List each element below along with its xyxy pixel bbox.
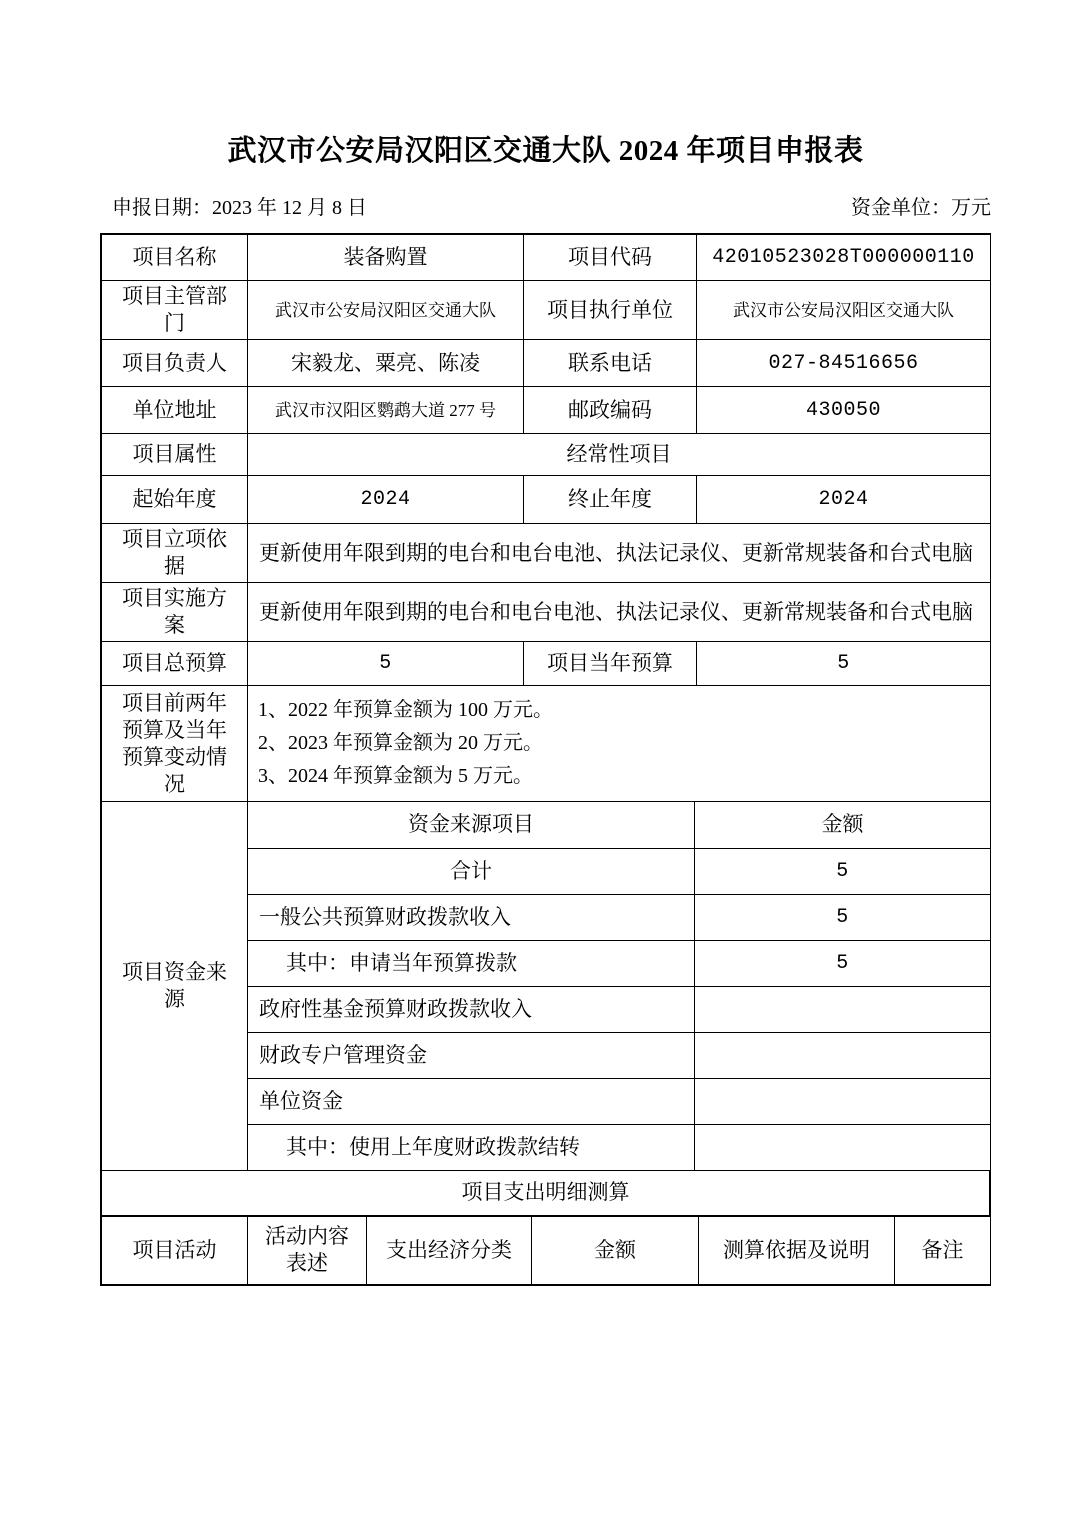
- phone-value: 027-84516656: [697, 340, 991, 387]
- funding-item: 单位资金: [248, 1078, 695, 1124]
- funding-item: 财政专户管理资金: [248, 1032, 695, 1078]
- funding-item: 其中：使用上年度财政拨款结转: [248, 1124, 695, 1170]
- application-form-table: [100, 233, 991, 1286]
- page-title: 武汉市公安局汉阳区交通大队 2024 年项目申报表: [227, 135, 864, 167]
- table-row: [102, 1217, 991, 1285]
- postcode-label: 邮政编码: [524, 387, 697, 434]
- funding-amount: 5: [695, 848, 991, 894]
- report-date: 申报日期：2023 年 12 月 8 日: [112, 197, 367, 219]
- header-amount: 金额: [532, 1217, 699, 1285]
- dept-value: 武汉市公安局汉阳区交通大队: [248, 281, 524, 340]
- total-budget-label: 项目总预算: [102, 642, 248, 686]
- history-line: 2、2023 年预算金额为 20 万元。: [258, 732, 543, 754]
- basis-label: 项目立项依据: [102, 524, 248, 583]
- meta-row: [100, 195, 991, 221]
- current-budget-label: 项目当年预算: [524, 642, 697, 686]
- history-line: 3、2024 年预算金额为 5 万元。: [258, 765, 533, 787]
- project-code-value: 42010523028T000000110: [697, 235, 991, 281]
- end-year-label: 终止年度: [524, 476, 697, 524]
- attribute-value: 经常性项目: [248, 434, 991, 476]
- start-year-label: 起始年度: [102, 476, 248, 524]
- funding-amount: [695, 986, 991, 1032]
- basic-info-section: [101, 234, 991, 802]
- executor-label: 项目执行单位: [524, 281, 697, 340]
- history-line: 1、2022 年预算金额为 100 万元。: [258, 699, 553, 721]
- funding-item: 其中：申请当年预算拨款: [248, 940, 695, 986]
- table-row: [102, 387, 991, 434]
- attribute-label: 项目属性: [102, 434, 248, 476]
- leader-value: 宋毅龙、粟亮、陈凌: [248, 340, 524, 387]
- postcode-value: 430050: [697, 387, 991, 434]
- table-row: [102, 235, 991, 281]
- table-row: [102, 476, 991, 524]
- funding-amount: 5: [695, 940, 991, 986]
- header-category: 支出经济分类: [367, 1217, 532, 1285]
- funding-item: 一般公共预算财政拨款收入: [248, 894, 695, 940]
- funding-amount: [695, 1078, 991, 1124]
- executor-value: 武汉市公安局汉阳区交通大队: [697, 281, 991, 340]
- fund-unit: 资金单位：万元: [851, 197, 991, 219]
- funding-amount: [695, 1032, 991, 1078]
- history-value: [248, 686, 991, 802]
- plan-label: 项目实施方案: [102, 583, 248, 642]
- table-row: [102, 340, 991, 387]
- plan-value: 更新使用年限到期的电台和电台电池、执法记录仪、更新常规装备和台式电脑: [248, 583, 991, 642]
- header-activity: 项目活动: [102, 1217, 248, 1285]
- detail-title-section: [101, 1171, 990, 1217]
- basis-value: 更新使用年限到期的电台和电台电池、执法记录仪、更新常规装备和台式电脑: [248, 524, 991, 583]
- dept-label: 项目主管部门: [102, 281, 248, 340]
- project-name-value: 装备购置: [248, 235, 524, 281]
- address-label: 单位地址: [102, 387, 248, 434]
- funding-source-label: 项目资金来源: [102, 802, 248, 1170]
- table-row: [102, 524, 991, 583]
- funding-source-section: [101, 802, 991, 1171]
- funding-amount: 5: [695, 894, 991, 940]
- funding-item: 政府性基金预算财政拨款收入: [248, 986, 695, 1032]
- table-row: [102, 802, 991, 848]
- header-note: 备注: [895, 1217, 991, 1285]
- history-label: 项目前两年预算及当年预算变动情况: [102, 686, 248, 802]
- table-row: [102, 642, 991, 686]
- table-row: [102, 434, 991, 476]
- detail-header-section: [101, 1217, 991, 1286]
- address-value: 武汉市汉阳区鹦鹉大道 277 号: [248, 387, 524, 434]
- project-name-label: 项目名称: [102, 235, 248, 281]
- table-row: [102, 1171, 990, 1216]
- funding-amount: [695, 1124, 991, 1170]
- current-budget-value: 5: [697, 642, 991, 686]
- funding-header-amount: 金额: [695, 802, 991, 848]
- phone-label: 联系电话: [524, 340, 697, 387]
- table-row: [102, 583, 991, 642]
- detail-title: 项目支出明细测算: [102, 1171, 990, 1216]
- total-budget-value: 5: [248, 642, 524, 686]
- project-code-label: 项目代码: [524, 235, 697, 281]
- header-basis: 测算依据及说明: [699, 1217, 895, 1285]
- funding-header-item: 资金来源项目: [248, 802, 695, 848]
- leader-label: 项目负责人: [102, 340, 248, 387]
- end-year-value: 2024: [697, 476, 991, 524]
- table-row: [102, 281, 991, 340]
- start-year-value: 2024: [248, 476, 524, 524]
- table-row: [102, 686, 991, 802]
- funding-item-total: 合计: [248, 848, 695, 894]
- header-content: 活动内容表述: [248, 1217, 367, 1285]
